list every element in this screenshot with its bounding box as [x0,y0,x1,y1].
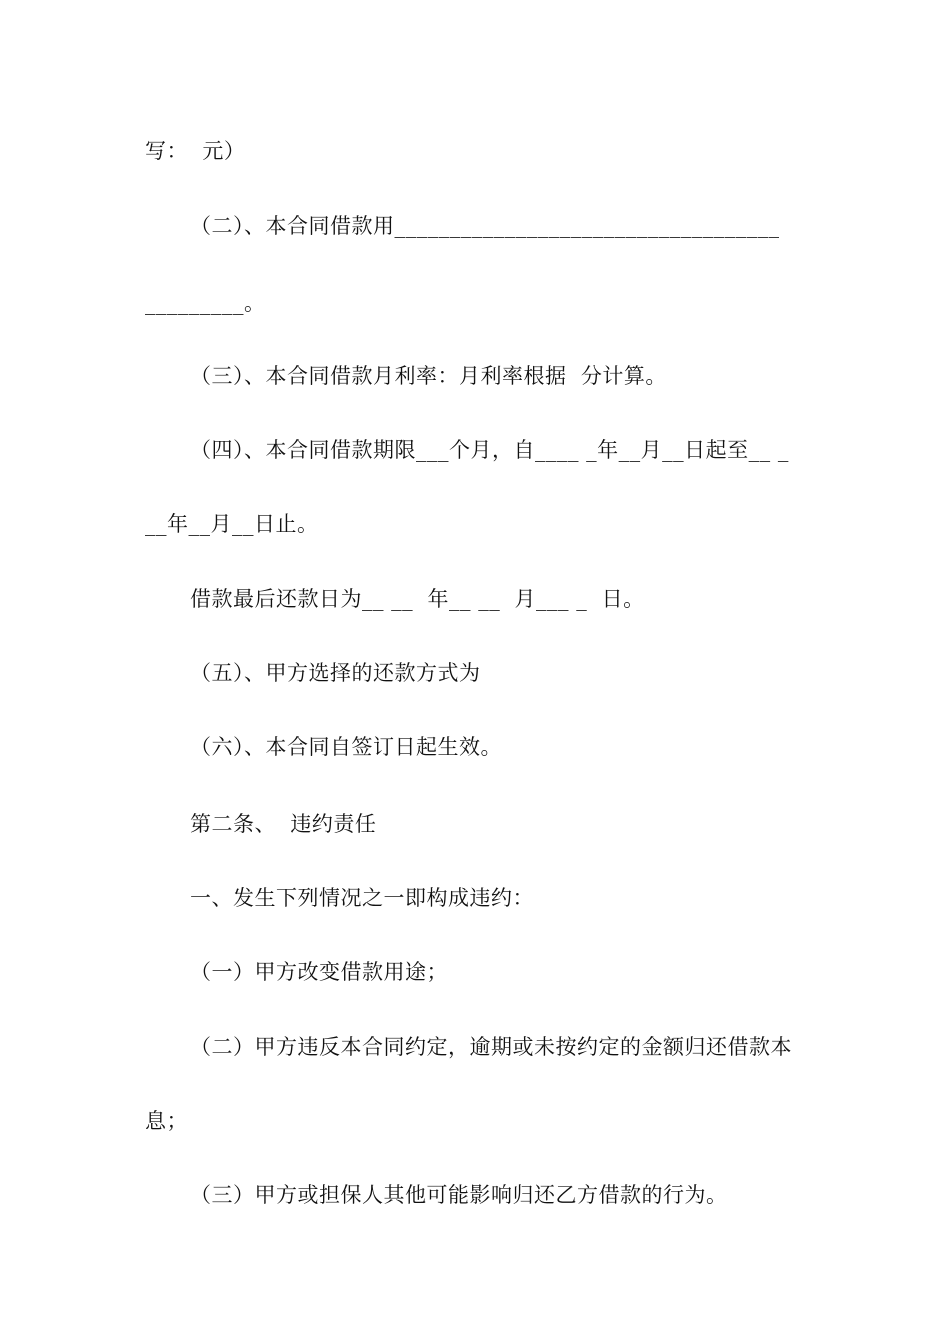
text-line: （五）、甲方选择的还款方式为 [190,661,481,685]
text-line: （四）、本合同借款期限___个月，自____ _年__月__日起至__ _ [190,438,789,462]
text-line: __年__月__日止。 [145,512,319,536]
text-line: 写： 元） [145,139,246,163]
text-line: 息； [145,1109,188,1133]
text-line: _________。 [145,291,266,315]
text-line: （一）甲方改变借款用途； [190,960,448,984]
text-line: 一、发生下列情况之一即构成违约： [190,886,534,910]
text-line: （三）、本合同借款月利率：月利率根据 分计算。 [190,364,667,388]
text-line: （三）甲方或担保人其他可能影响归还乙方借款的行为。 [190,1183,728,1207]
text-line: （六）、本合同自签订日起生效。 [190,735,502,759]
section-heading: 第二条、 违约责任 [190,812,377,836]
text-line: （二）、本合同借款用___________________________________ [190,214,780,238]
text-line: 借款最后还款日为__ __ 年__ __ 月___ _ 日。 [190,587,645,611]
text-line: （二）甲方违反本合同约定，逾期或未按约定的金额归还借款本 [190,1035,792,1059]
